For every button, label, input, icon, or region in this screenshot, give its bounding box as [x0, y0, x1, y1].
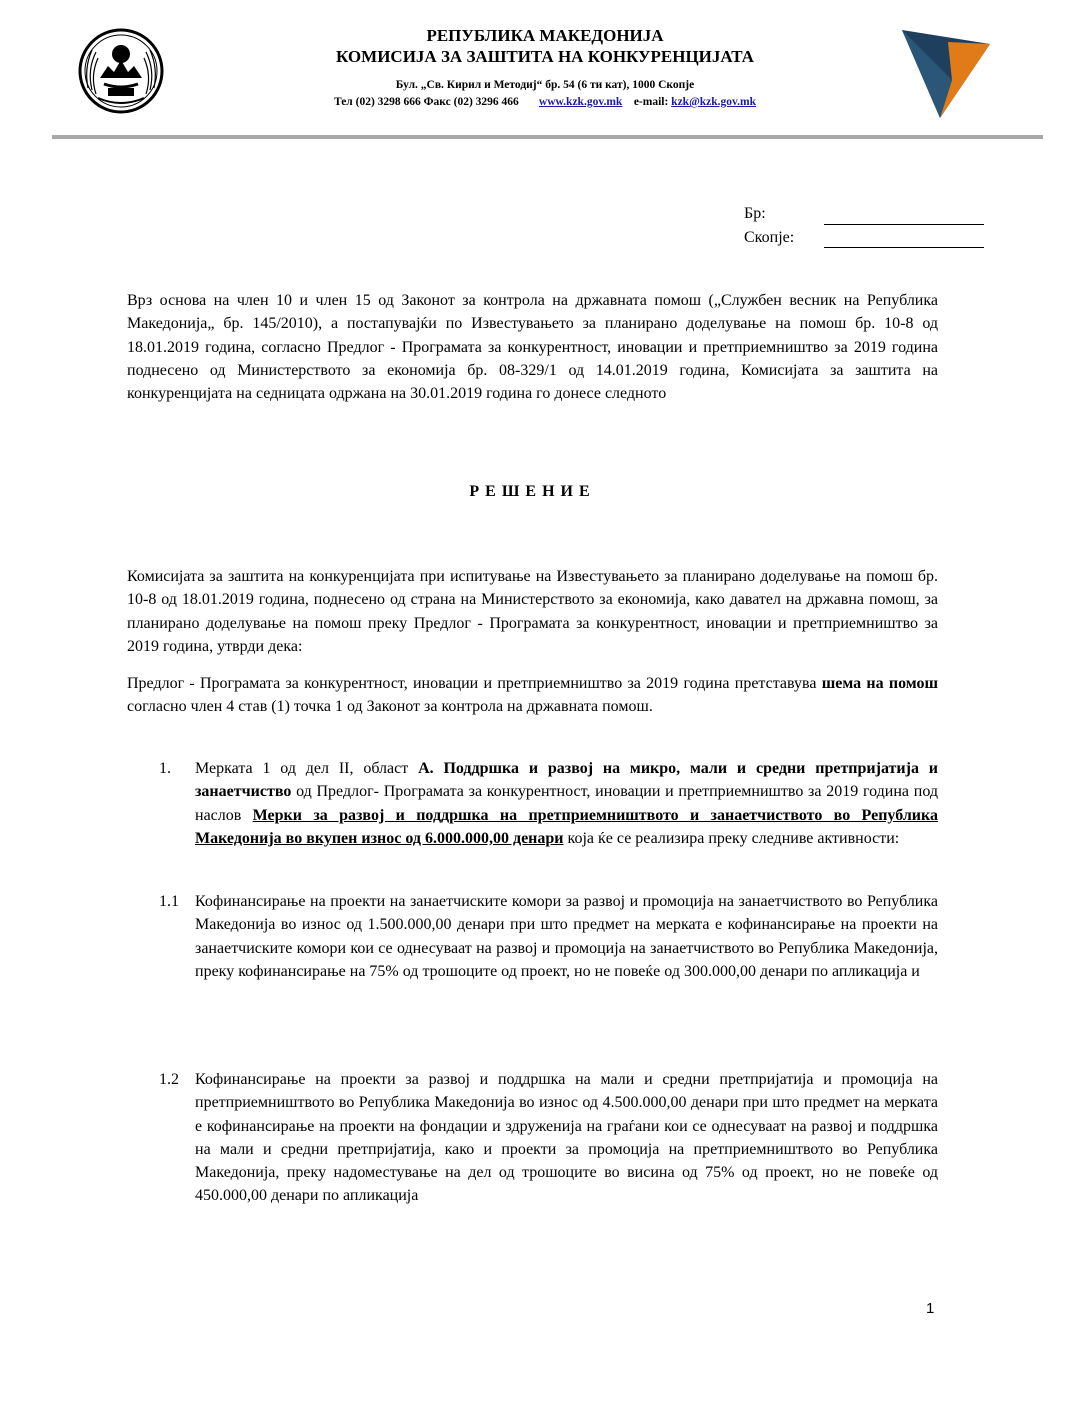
activity-item-1-2-number: 1.2	[159, 1071, 179, 1088]
activity-item-1-2-text: Кофинансирање на проекти за развој и поддршка на мали и средни претпријатија и промоција на претприемништвото во Република Македонија во износ од 4.500.000,00 денари при што предмет на мерката е кофинансирање на проекти на фондации и здруженија на граѓани кои се однесуваат на развој и поддршка на мали и средни претпријатија, како и проекти за промоција на претприемништвото во Република Македонија, преку надоместување на дел од трошоците во висина од 75% од проект, но не повеќе од 450.000,00 денари по апликација	[195, 1071, 938, 1205]
measure-item-1-title: Мерки за развој и поддршка на претприемништвото и занаетчиството во Република Македонија во вкупен износ од 6.000.000,00 денари	[195, 806, 938, 847]
header-address: Бул. „Св. Кирил и Методиј“ бр. 54 (6 ти кат), 1000 Скопје	[395, 79, 695, 91]
reference-city-label: Скопје:	[744, 229, 795, 246]
email-link[interactable]: kzk@kzk.gov.mk	[671, 96, 757, 108]
activity-item-1-2	[127, 1068, 938, 1208]
header-phone-fax: Тел (02) 3298 666 Факс (02) 3296 466	[333, 96, 519, 108]
coat-of-arms-icon	[78, 28, 164, 114]
measure-item-1	[127, 757, 938, 850]
decision-heading: РЕШЕНИЕ	[469, 483, 596, 500]
email-label: e-mail:	[633, 96, 669, 108]
measure-item-1-number: 1.	[159, 760, 171, 777]
page-number: 1	[926, 1300, 935, 1317]
reference-number-label: Бр:	[744, 205, 766, 222]
header-contact	[250, 95, 840, 109]
activity-item-1-1-number: 1.1	[159, 893, 179, 910]
header-title-republic: РЕПУБЛИКА МАКЕДОНИЈА	[426, 26, 664, 45]
intro-paragraph: Врз основа на член 10 и член 15 од Законот за контрола на државната помош („Службен весник на Република Македонија„ бр. 145/2010), а постапувајќи по Известувањето за планирано доделување на помош бр. 10-8 од 18.01.2019 година, согласно Предлог - Програмата за конкурентност, иновации и претприемништво за 2019 година поднесено од Министерството за економија бр. 08-329/1 од 14.01.2019 година, Комисијата за заштита на конкуренцијата на седницата одржана на 30.01.2019 година го донесе следното	[127, 292, 938, 403]
measure-item-1-outro: која ќе се реализира преку следниве активности:	[563, 829, 900, 847]
findings-paragraph: Комисијата за заштита на конкуренцијата при испитување на Известувањето за планирано доделување на помош бр. 10-8 од 18.01.2019 година, поднесено од страна на Министерството за економија, како давател на државна помош, за планирано доделување на помош преку Предлог - Програмата за конкурентност, иновации и претприемништво за 2019 година, утврди дека:	[127, 568, 938, 655]
activity-item-1-1-text: Кофинансирање на проекти на занаетчиските комори за развој и промоција на занаетчиството во Република Македонија во износ од 1.500.000,00 денари при што предмет на мерката е кофинансирање на проекти на занаетчиските комори кои се однесуваат на развој и промоција на занаетчиството во Република Македонија, преку кофинансирање на 75% од трошоците од проект, но не повеќе од 300.000,00 денари по апликација и	[195, 893, 938, 980]
aid-scheme-paragraph	[127, 672, 938, 719]
website-link[interactable]: www.kzk.gov.mk	[538, 96, 623, 108]
measure-item-1-area: А. Поддршка и развој на микро, мали и средни претпријатија и занаетчиство	[195, 760, 939, 801]
aid-scheme-text-start: Предлог - Програмата за конкурентност, иновации и претприемништво за 2019 година претставува	[127, 675, 822, 692]
activity-item-1-1	[127, 890, 938, 983]
measure-item-1-program: од Предлог- Програмата за конкурентност, иновации и претприемништво за 2019 година под наслов	[195, 783, 938, 824]
aid-scheme-term: шема на помош	[821, 675, 938, 692]
aid-scheme-text-end: согласно член 4 став (1) точка 1 од Законот за контрола на државната помош.	[127, 698, 653, 716]
kzk-triangle-logo-icon	[900, 28, 992, 120]
header-title-commission: КОМИСИЈА ЗА ЗАШТИТА НА КОНКУРЕНЦИЈАТА	[336, 47, 754, 66]
reference-city-line	[824, 247, 984, 248]
measure-item-1-intro: Мерката 1 од дел II, област	[195, 760, 419, 777]
measure-item-1-text	[195, 757, 938, 850]
reference-number-line	[824, 224, 984, 225]
header-divider	[52, 135, 1043, 139]
